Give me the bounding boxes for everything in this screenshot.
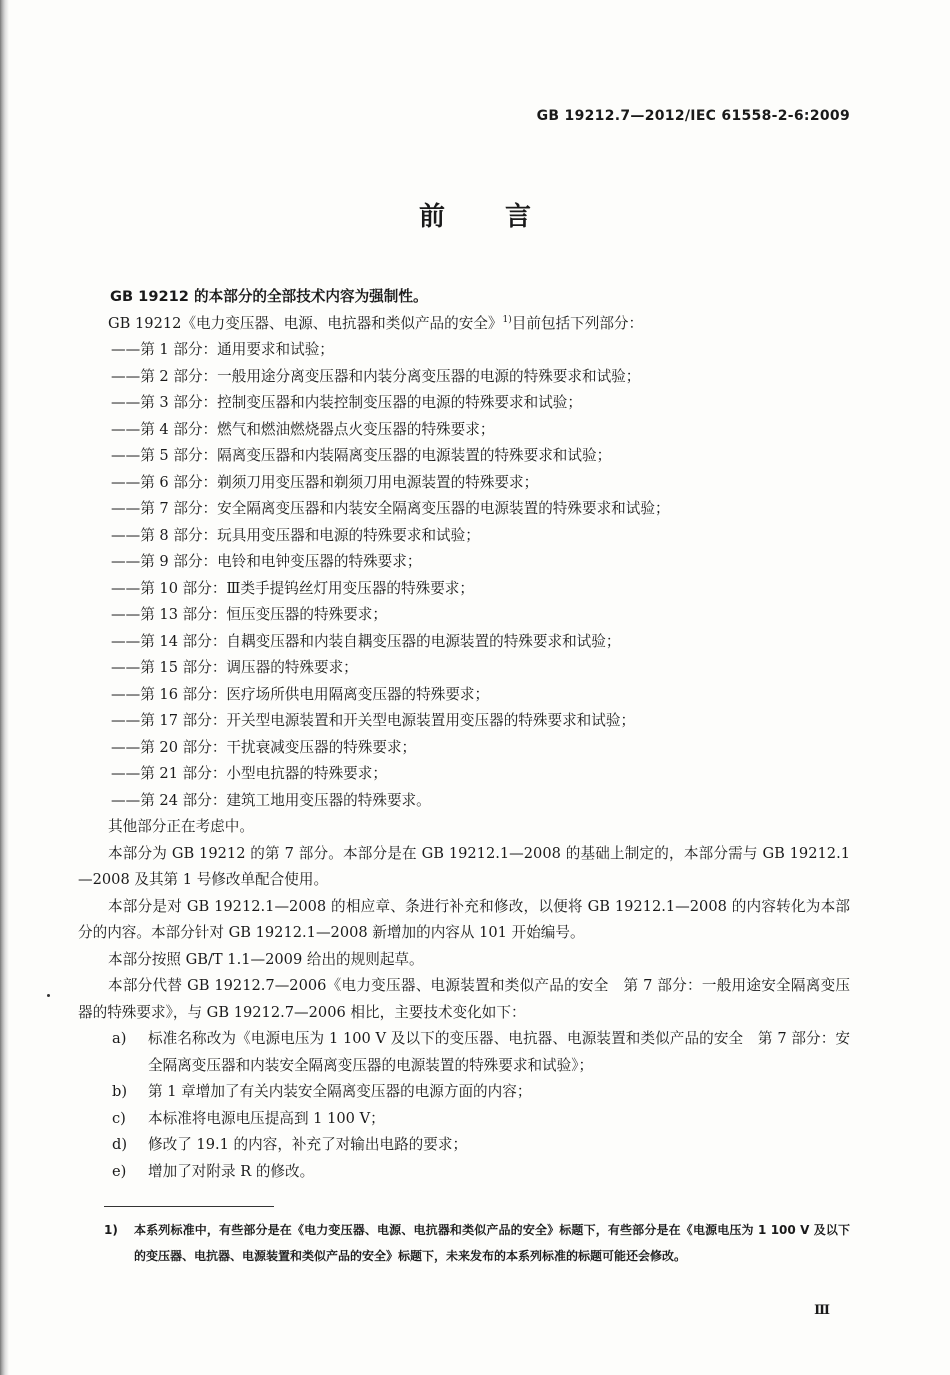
part-item: ——第 5 部分：隔离变压器和内装隔离变压器的电源装置的特殊要求和试验； [111,447,612,464]
part-item: ——第 2 部分：一般用途分离变压器和内装分离变压器的电源的特殊要求和试验； [111,367,641,385]
part-item: ——第 6 部分：剃须刀用变压器和剃须刀用电源装置的特殊要求； [111,473,539,491]
change-text: 本标准将电源电压提高到 1 100 V； [148,1109,385,1127]
mandatory-statement: GB 19212 的本部分的全部技术内容为强制性。 [110,288,428,305]
change-item [78,1159,850,1186]
standard-number: GB 19212.7—2012/IEC 61558-2-6:2009 [536,108,850,124]
change-text: 第 1 章增加了有关内装安全隔离变压器的电源方面的内容； [148,1083,532,1100]
change-label: b) [112,1083,128,1100]
change-text: 标准名称改为《电源电压为 1 100 V 及以下的变压器、电抗器、电源装置和类似产品的安全 第 7 部分：安全隔离变压器和内装安全隔离变压器的电源装置的特殊要求和试验》； [148,1030,850,1074]
part-item: ——第 15 部分：调压器的特殊要求； [111,659,358,676]
part-item: ——第 17 部分：开关型电源装置和开关型电源装置用变压器的特殊要求和试验； [111,712,636,729]
footnote [104,1217,850,1269]
scan-speck [47,994,50,997]
part-item: ——第 9 部分：电铃和电钟变压器的特殊要求； [111,553,422,570]
series-intro-text: GB 19212《电力变压器、电源、电抗器和类似产品的安全》 [108,314,503,332]
changes-list [78,1026,850,1185]
part-item: ——第 24 部分：建筑工地用变压器的特殊要求。 [111,791,431,809]
part-item: ——第 1 部分：通用要求和试验； [111,341,334,358]
page-title-char-2: 言 [505,202,532,232]
part-item: ——第 20 部分：干扰衰减变压器的特殊要求； [111,738,417,756]
part-item: ——第 16 部分：医疗场所供电用隔离变压器的特殊要求； [111,685,490,703]
part-item: ——第 7 部分：安全隔离变压器和内装安全隔离变压器的电源装置的特殊要求和试验； [111,500,670,517]
change-item [78,1106,850,1133]
page-title [0,196,950,233]
change-label: c) [112,1109,126,1127]
page-title-char-1: 前 [418,202,445,232]
footnote-mark: 1) [104,1223,118,1237]
part-item: ——第 14 部分：自耦变压器和内装自耦变压器的电源装置的特殊要求和试验； [111,632,621,650]
page-number: Ⅲ [814,1303,830,1318]
preface-body [78,284,850,1185]
change-label: d) [112,1136,128,1153]
change-item [78,1079,850,1106]
change-label: a) [112,1030,127,1047]
part-item: ——第 10 部分：Ⅲ类手提钨丝灯用变压器的特殊要求； [111,579,474,597]
change-item [78,1132,850,1159]
change-text: 增加了对附录 R 的修改。 [148,1162,315,1180]
part-item: ——第 8 部分：玩具用变压器和电源的特殊要求和试验； [111,526,480,544]
part-item: ——第 13 部分：恒压变压器的特殊要求； [111,606,387,623]
part-item: ——第 21 部分：小型电抗器的特殊要求； [111,765,387,782]
footnote-reference[interactable]: 1) [502,314,512,325]
parts-list [78,337,850,814]
supplement-paragraph: 本部分是对 GB 19212.1—2008 的相应章、条进行补充和修改，以便将 GB 19212.1—2008 的内容转化为本部分的内容。本部分针对 GB 19212.1—2008 新增加的内容从 101 开始编号。 [78,897,850,941]
change-text: 修改了 19.1 的内容，补充了对输出电路的要求； [148,1136,468,1153]
change-label: e) [112,1162,127,1180]
footnote-row [104,1217,850,1269]
footnote-divider [104,1206,274,1207]
part-item: ——第 3 部分：控制变压器和内装控制变压器的电源的特殊要求和试验； [111,394,582,411]
series-intro-tail: 目前包括下列部分： [511,314,644,332]
change-item [78,1026,850,1079]
footnote-text: 本系列标准中，有些部分是在《电力变压器、电源、电抗器和类似产品的安全》标题下，有些部分是在《电源电压为 1 100 V 及以下的变压器、电抗器、电源装置和类似产品的安全》标题下，未来发布的本系列标准的标题可能还会修改。 [134,1223,850,1263]
part-item: ——第 4 部分：燃气和燃油燃烧器点火变压器的特殊要求； [111,420,495,438]
series-intro [78,311,850,338]
part7-paragraph: 本部分为 GB 19212 的第 7 部分。本部分是在 GB 19212.1—2008 的基础上制定的，本部分需与 GB 19212.1—2008 及其第 1 号修改单配合使用。 [78,844,850,888]
replacement-paragraph: 本部分代替 GB 19212.7—2006《电力变压器、电源装置和类似产品的安全 第 7 部分：一般用途安全隔离变压器的特殊要求》，与 GB 19212.7—2006 相比，主要技术变化如下： [78,977,850,1021]
other-parts-note: 其他部分正在考虑中。 [108,818,254,835]
drafting-rules-paragraph: 本部分按照 GB/T 1.1—2009 给出的规则起草。 [108,950,424,968]
